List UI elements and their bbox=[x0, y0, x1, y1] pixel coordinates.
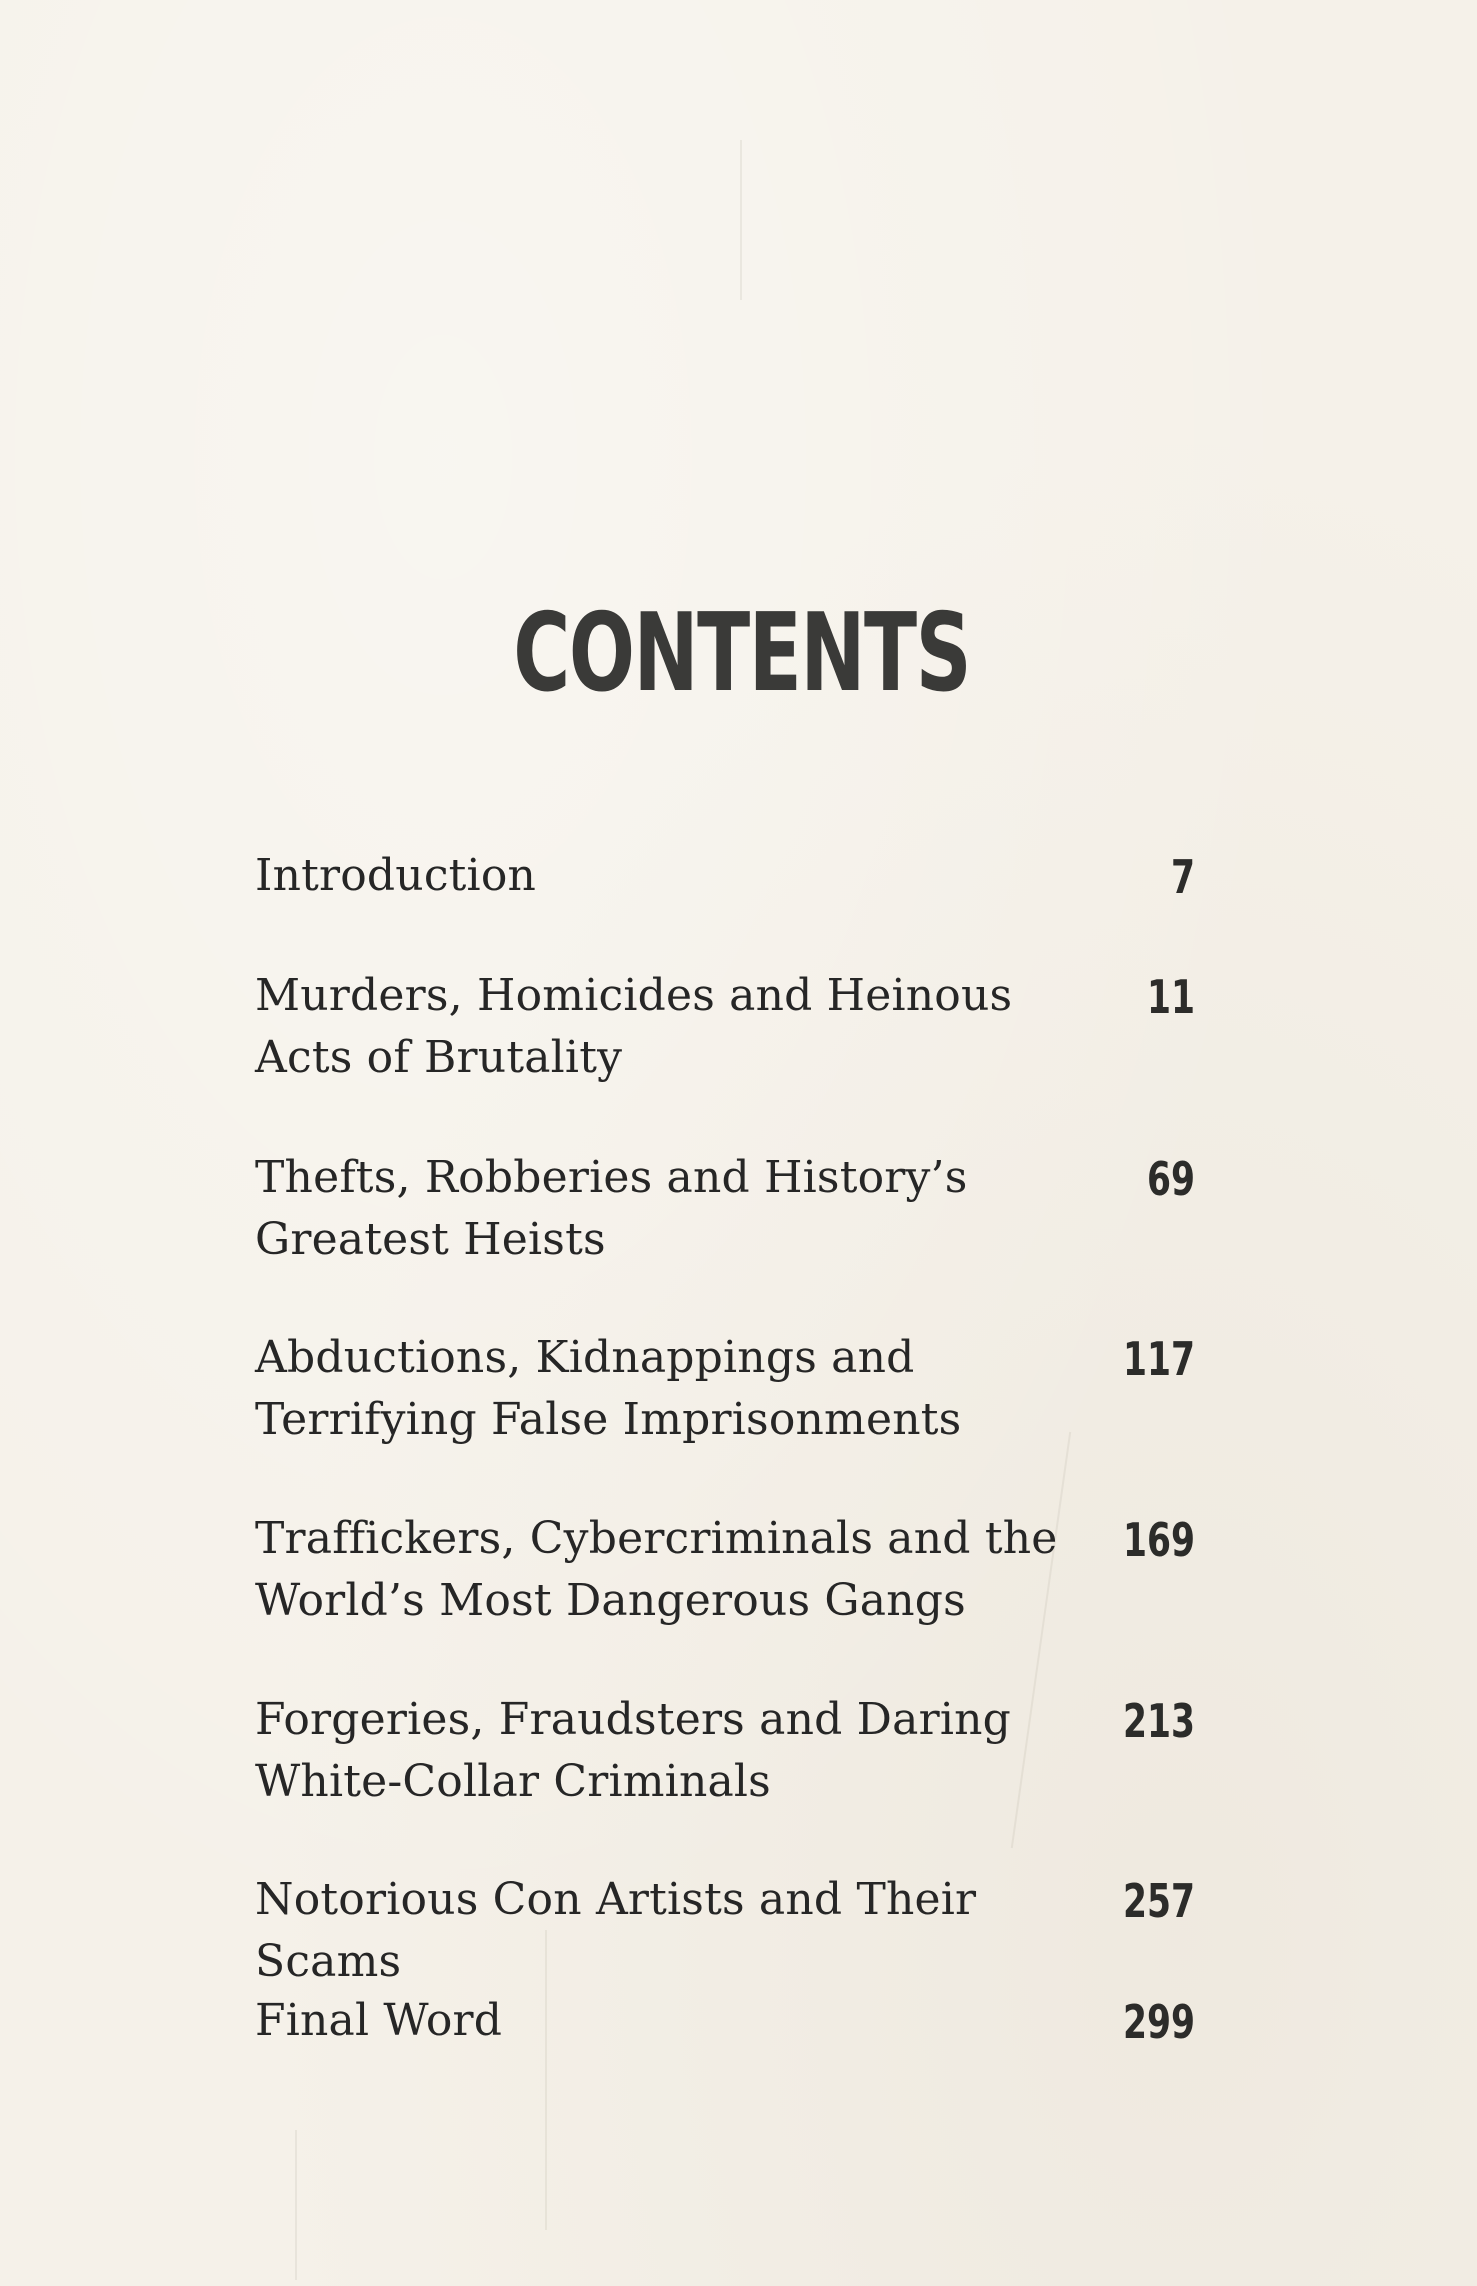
toc-entry-page-number: 299 bbox=[1122, 1995, 1195, 2049]
toc-entry-page-number: 11 bbox=[1146, 970, 1195, 1024]
toc-entry-page-number: 257 bbox=[1122, 1874, 1195, 1928]
toc-entry-page-number: 69 bbox=[1146, 1152, 1195, 1206]
page-title: CONTENTS bbox=[513, 591, 971, 716]
toc-entry-title: Murders, Homicides and Heinous Acts of Brutality bbox=[255, 970, 1013, 1083]
toc-entry-title: Introduction bbox=[255, 850, 537, 901]
toc-entry-page-number: 213 bbox=[1122, 1694, 1195, 1748]
toc-entry-title: Final Word bbox=[255, 1995, 503, 2046]
toc-entry-title: Traffickers, Cybercriminals and the World’s Most Dangerous Gangs bbox=[255, 1513, 1058, 1626]
toc-entry-title: Thefts, Robberies and History’s Greatest Heists bbox=[255, 1152, 968, 1265]
toc-entry-page-number: 169 bbox=[1122, 1513, 1195, 1567]
toc-entry-title: Forgeries, Fraudsters and Daring White-Collar Criminals bbox=[255, 1694, 1011, 1807]
toc-entry-title: Abductions, Kidnappings and Terrifying False Imprisonments bbox=[255, 1332, 962, 1445]
toc-entry-page-number: 7 bbox=[1170, 850, 1195, 904]
toc-entry-title: Notorious Con Artists and Their Scams bbox=[255, 1874, 977, 1987]
toc-entry-page-number: 117 bbox=[1122, 1332, 1195, 1386]
